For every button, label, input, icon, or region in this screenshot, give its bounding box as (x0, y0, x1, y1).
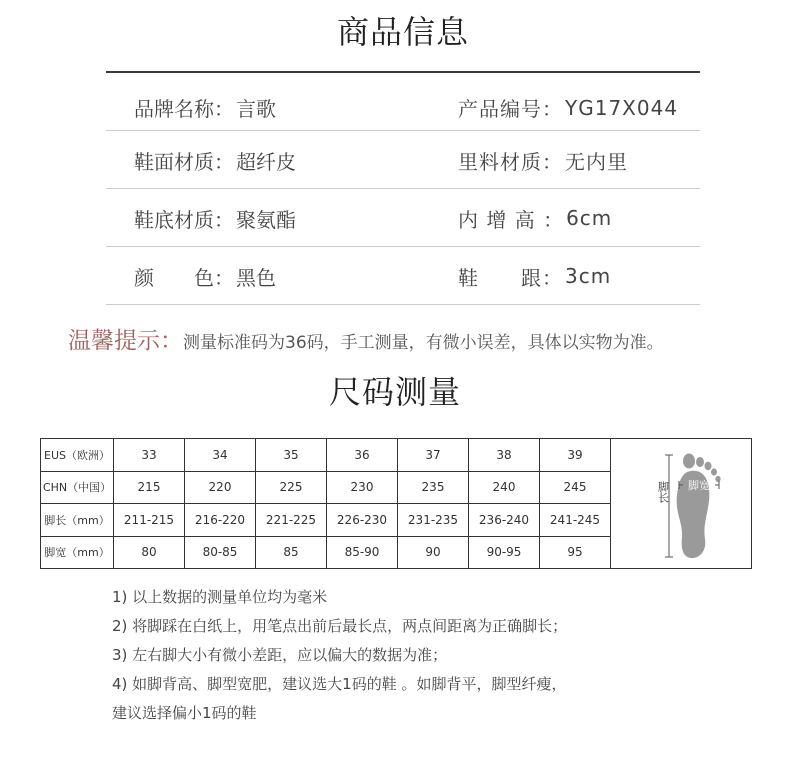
info-label: 鞋底材质： (134, 207, 234, 232)
info-label: 鞋 跟： (458, 265, 563, 290)
note-line: 建议选择偏小1码的鞋 (112, 704, 257, 722)
width-label: 脚宽 (688, 479, 710, 492)
size-table (40, 438, 752, 569)
foot-diagram-cell (611, 439, 752, 569)
size-cell: 35 (256, 439, 327, 472)
info-row (106, 190, 700, 247)
size-cell: 39 (540, 439, 611, 472)
info-left-cell (134, 190, 296, 246)
size-cell: 90 (398, 536, 469, 569)
size-cell: 241-245 (540, 504, 611, 537)
size-cell: 236-240 (469, 504, 540, 537)
measurement-notes (112, 583, 567, 728)
note-line: 4) 如脚背高、脚型宽肥，建议选大1码的鞋 。如脚背平，脚型纤瘦， (112, 675, 567, 693)
size-cell: 85-90 (327, 536, 398, 569)
info-label: 产品编号： (458, 97, 563, 121)
info-value: 6cm (566, 206, 613, 230)
size-row-header: EUS（欧洲） (41, 439, 114, 472)
size-cell: 231-235 (398, 504, 469, 537)
size-cell: 80 (114, 536, 185, 569)
size-cell: 36 (327, 439, 398, 472)
info-right-cell (458, 190, 612, 246)
info-label: 鞋面材质： (134, 149, 234, 174)
tip-text: 测量标准码为36码，手工测量，有微小误差，具体以实物为准。 (183, 333, 664, 353)
size-cell: 221-225 (256, 504, 327, 537)
size-cell: 225 (256, 471, 327, 504)
size-cell: 245 (540, 471, 611, 504)
info-value: 黑色 (236, 265, 276, 290)
size-cell: 80-85 (185, 536, 256, 569)
info-left-cell (134, 248, 276, 304)
info-left-cell (134, 85, 276, 130)
size-cell: 34 (185, 439, 256, 472)
size-cell: 33 (114, 439, 185, 472)
note-line: 1) 以上数据的测量单位均为毫米 (112, 588, 328, 606)
size-cell: 235 (398, 471, 469, 504)
info-value: 3cm (565, 264, 612, 288)
size-cell: 37 (398, 439, 469, 472)
info-right-cell (458, 132, 628, 188)
size-cell: 211-215 (114, 504, 185, 537)
size-row (41, 439, 752, 472)
product-info-title: 商品信息 (336, 13, 469, 51)
size-chart-title: 尺码测量 (328, 373, 461, 411)
size-cell: 95 (540, 536, 611, 569)
size-cell: 216-220 (185, 504, 256, 537)
info-label: 里料材质： (458, 149, 563, 174)
length-indicator (665, 455, 673, 557)
note-line: 2) 将脚踩在白纸上，用笔点出前后最长点，两点间距离为正确脚长； (112, 617, 568, 635)
info-right-cell (458, 248, 611, 304)
info-value: 无内里 (565, 149, 628, 174)
size-cell: 240 (469, 471, 540, 504)
title-divider (106, 71, 700, 73)
tip-label: 温馨提示： (68, 328, 183, 354)
info-row (106, 132, 700, 189)
info-right-cell (458, 85, 678, 130)
size-cell: 226-230 (327, 504, 398, 537)
info-value: 超纤皮 (236, 149, 296, 174)
size-cell: 38 (469, 439, 540, 472)
info-value: 聚氨酯 (236, 207, 296, 232)
size-cell: 220 (185, 471, 256, 504)
info-left-cell (134, 132, 296, 188)
size-row-header: 脚长（mm） (41, 504, 114, 537)
size-row-header: 脚宽（mm） (41, 536, 114, 569)
info-label: 内 增 高 ： (458, 207, 565, 232)
info-value: YG17X044 (565, 95, 679, 120)
info-label: 颜 色： (134, 265, 234, 290)
info-label: 品牌名称： (134, 97, 234, 121)
size-cell: 215 (114, 471, 185, 504)
size-row-header: CHN（中国） (41, 471, 114, 504)
size-cell: 230 (327, 471, 398, 504)
foot-icon (677, 454, 721, 559)
tip-banner (68, 322, 768, 355)
info-row (106, 248, 700, 305)
size-cell: 85 (256, 536, 327, 569)
length-label: 脚长 (656, 481, 670, 503)
size-cell: 90-95 (469, 536, 540, 569)
note-line: 3) 左右脚大小有微小差距，应以偏大的数据为准； (112, 646, 448, 664)
info-value: 言歌 (236, 97, 276, 121)
foot-diagram (611, 439, 751, 565)
info-row (106, 85, 700, 131)
